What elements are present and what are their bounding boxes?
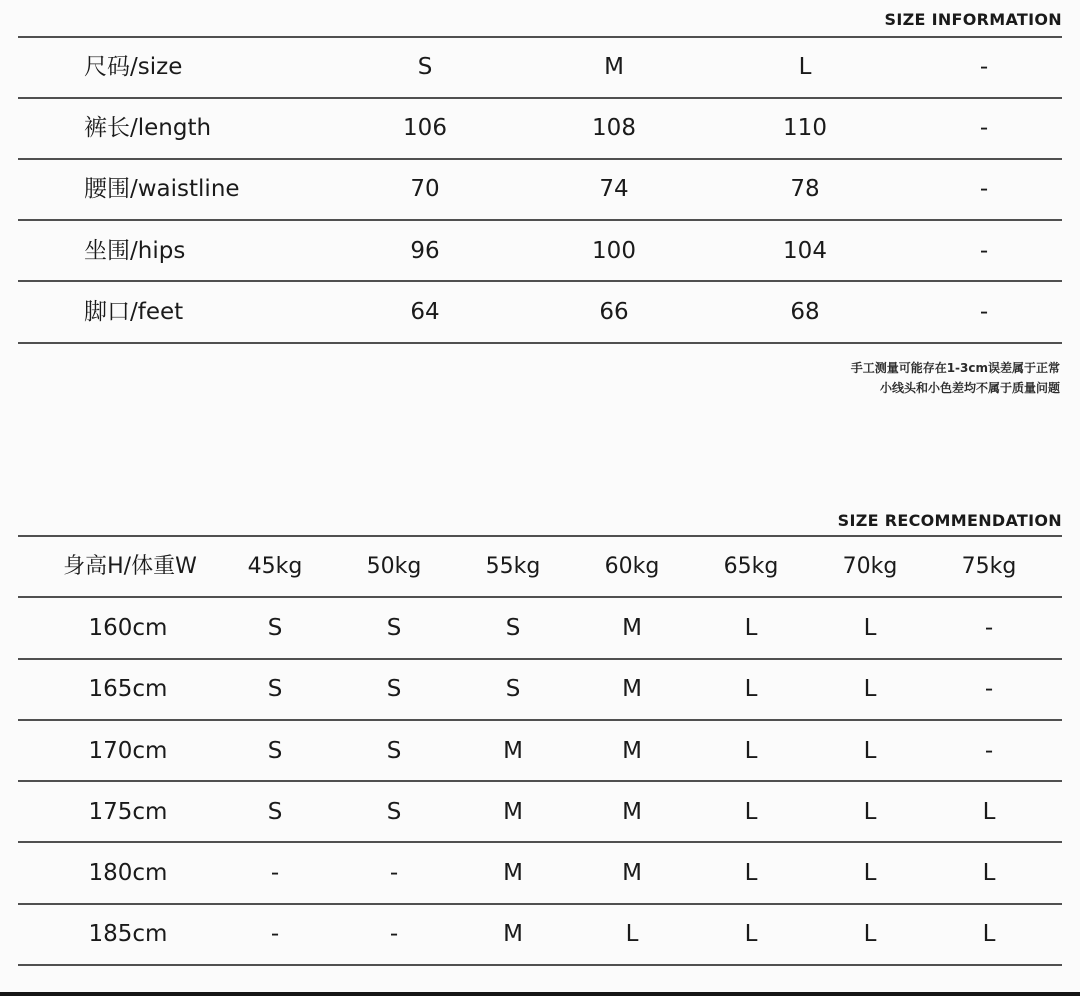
recommended-size: M xyxy=(622,799,642,825)
measurement-row-waistline xyxy=(18,159,1062,220)
recommended-size: - xyxy=(389,921,399,947)
height-label: 175cm xyxy=(88,799,168,825)
recommended-size: L xyxy=(863,799,877,825)
recommended-size: - xyxy=(270,921,280,947)
recommended-size: M xyxy=(503,799,523,825)
height-label: 170cm xyxy=(88,738,168,764)
measurement-value: - xyxy=(979,115,989,141)
recommended-size: L xyxy=(625,921,639,947)
recommended-size: S xyxy=(386,799,402,825)
recommended-size: L xyxy=(863,615,877,641)
weight-header: 60kg xyxy=(604,554,660,579)
recommendation-row-170 xyxy=(18,721,1062,782)
bottom-edge-band xyxy=(0,992,1080,996)
height-label: 180cm xyxy=(88,860,168,886)
recommended-size: S xyxy=(386,738,402,764)
recommended-size: M xyxy=(503,738,523,764)
size-header-m: M xyxy=(604,54,624,80)
recommended-size: S xyxy=(505,676,521,702)
recommended-size: - xyxy=(984,676,994,702)
recommended-size: M xyxy=(622,738,642,764)
weight-header: 65kg xyxy=(723,554,779,579)
recommended-size: L xyxy=(863,921,877,947)
recommended-size: M xyxy=(503,860,523,886)
size-recommendation-title: SIZE RECOMMENDATION xyxy=(837,511,1062,530)
measurement-value: 100 xyxy=(592,238,636,264)
recommended-size: L xyxy=(982,799,996,825)
measurement-label: 脚口/feet xyxy=(84,299,184,325)
recommended-size: M xyxy=(622,676,642,702)
measurement-value: 108 xyxy=(592,115,636,141)
size-header-s: S xyxy=(417,54,433,80)
recommended-size: - xyxy=(389,860,399,886)
recommended-size: L xyxy=(744,676,758,702)
measurement-value: 66 xyxy=(599,299,629,325)
size-header-row xyxy=(18,37,1062,98)
size-information-title: SIZE INFORMATION xyxy=(884,10,1062,29)
height-label: 185cm xyxy=(88,921,168,947)
measurement-row-hips xyxy=(18,221,1062,282)
recommended-size: L xyxy=(863,676,877,702)
recommended-size: L xyxy=(744,860,758,886)
recommended-size: L xyxy=(744,921,758,947)
recommended-size: M xyxy=(622,860,642,886)
measurement-value: 64 xyxy=(410,299,440,325)
size-header-label: 尺码/size xyxy=(84,54,183,80)
recommended-size: S xyxy=(267,676,283,702)
measurement-row-feet xyxy=(18,282,1062,343)
recommended-size: L xyxy=(863,860,877,886)
measurement-value: 110 xyxy=(783,115,827,141)
measurement-label: 腰围/waistline xyxy=(84,176,240,202)
weight-header: 45kg xyxy=(247,554,303,579)
recommendation-row-165 xyxy=(18,659,1062,720)
recommended-size: L xyxy=(982,860,996,886)
recommended-size: L xyxy=(744,799,758,825)
note-line: 小线头和小色差均不属于质量问题 xyxy=(879,381,1060,395)
height-label: 165cm xyxy=(88,676,168,702)
measurement-value: - xyxy=(979,238,989,264)
weight-header: 50kg xyxy=(366,554,422,579)
measurement-value: 104 xyxy=(783,238,827,264)
recommended-size: M xyxy=(622,615,642,641)
recommended-size: L xyxy=(863,738,877,764)
recommended-size: S xyxy=(505,615,521,641)
recommendation-row-160 xyxy=(18,598,1062,659)
weight-header: 70kg xyxy=(842,554,898,579)
measurement-label: 坐围/hips xyxy=(84,238,186,264)
measurement-value: 68 xyxy=(790,299,820,325)
recommended-size: S xyxy=(267,615,283,641)
measurement-value: 70 xyxy=(410,176,440,202)
recommended-size: S xyxy=(267,738,283,764)
recommended-size: S xyxy=(386,676,402,702)
measurement-row-length xyxy=(18,98,1062,159)
measurement-value: 96 xyxy=(410,238,440,264)
recommended-size: S xyxy=(267,799,283,825)
recommendation-row-175 xyxy=(18,782,1062,843)
weight-header: 55kg xyxy=(485,554,541,579)
table-rule xyxy=(18,964,1062,966)
recommended-size: M xyxy=(503,921,523,947)
weight-header: 75kg xyxy=(961,554,1017,579)
measurement-value: 78 xyxy=(790,176,820,202)
recommended-size: L xyxy=(744,615,758,641)
height-label: 160cm xyxy=(88,615,168,641)
table-rule xyxy=(18,342,1062,344)
height-weight-label: 身高H/体重W xyxy=(63,554,197,579)
recommendation-header-row xyxy=(18,536,1062,597)
size-header-extra: - xyxy=(979,54,989,80)
measurement-label: 裤长/length xyxy=(84,115,212,141)
size-header-l: L xyxy=(798,54,812,80)
recommended-size: L xyxy=(744,738,758,764)
note-line: 手工测量可能存在1-3cm误差属于正常 xyxy=(850,361,1060,375)
recommended-size: - xyxy=(984,738,994,764)
recommended-size: - xyxy=(270,860,280,886)
recommended-size: L xyxy=(982,921,996,947)
measurement-value: 106 xyxy=(403,115,447,141)
measurement-note xyxy=(851,358,1060,398)
measurement-value: - xyxy=(979,299,989,325)
recommendation-row-180 xyxy=(18,843,1062,904)
recommended-size: S xyxy=(386,615,402,641)
recommendation-row-185 xyxy=(18,904,1062,965)
recommended-size: - xyxy=(984,615,994,641)
measurement-value: - xyxy=(979,176,989,202)
measurement-value: 74 xyxy=(599,176,629,202)
